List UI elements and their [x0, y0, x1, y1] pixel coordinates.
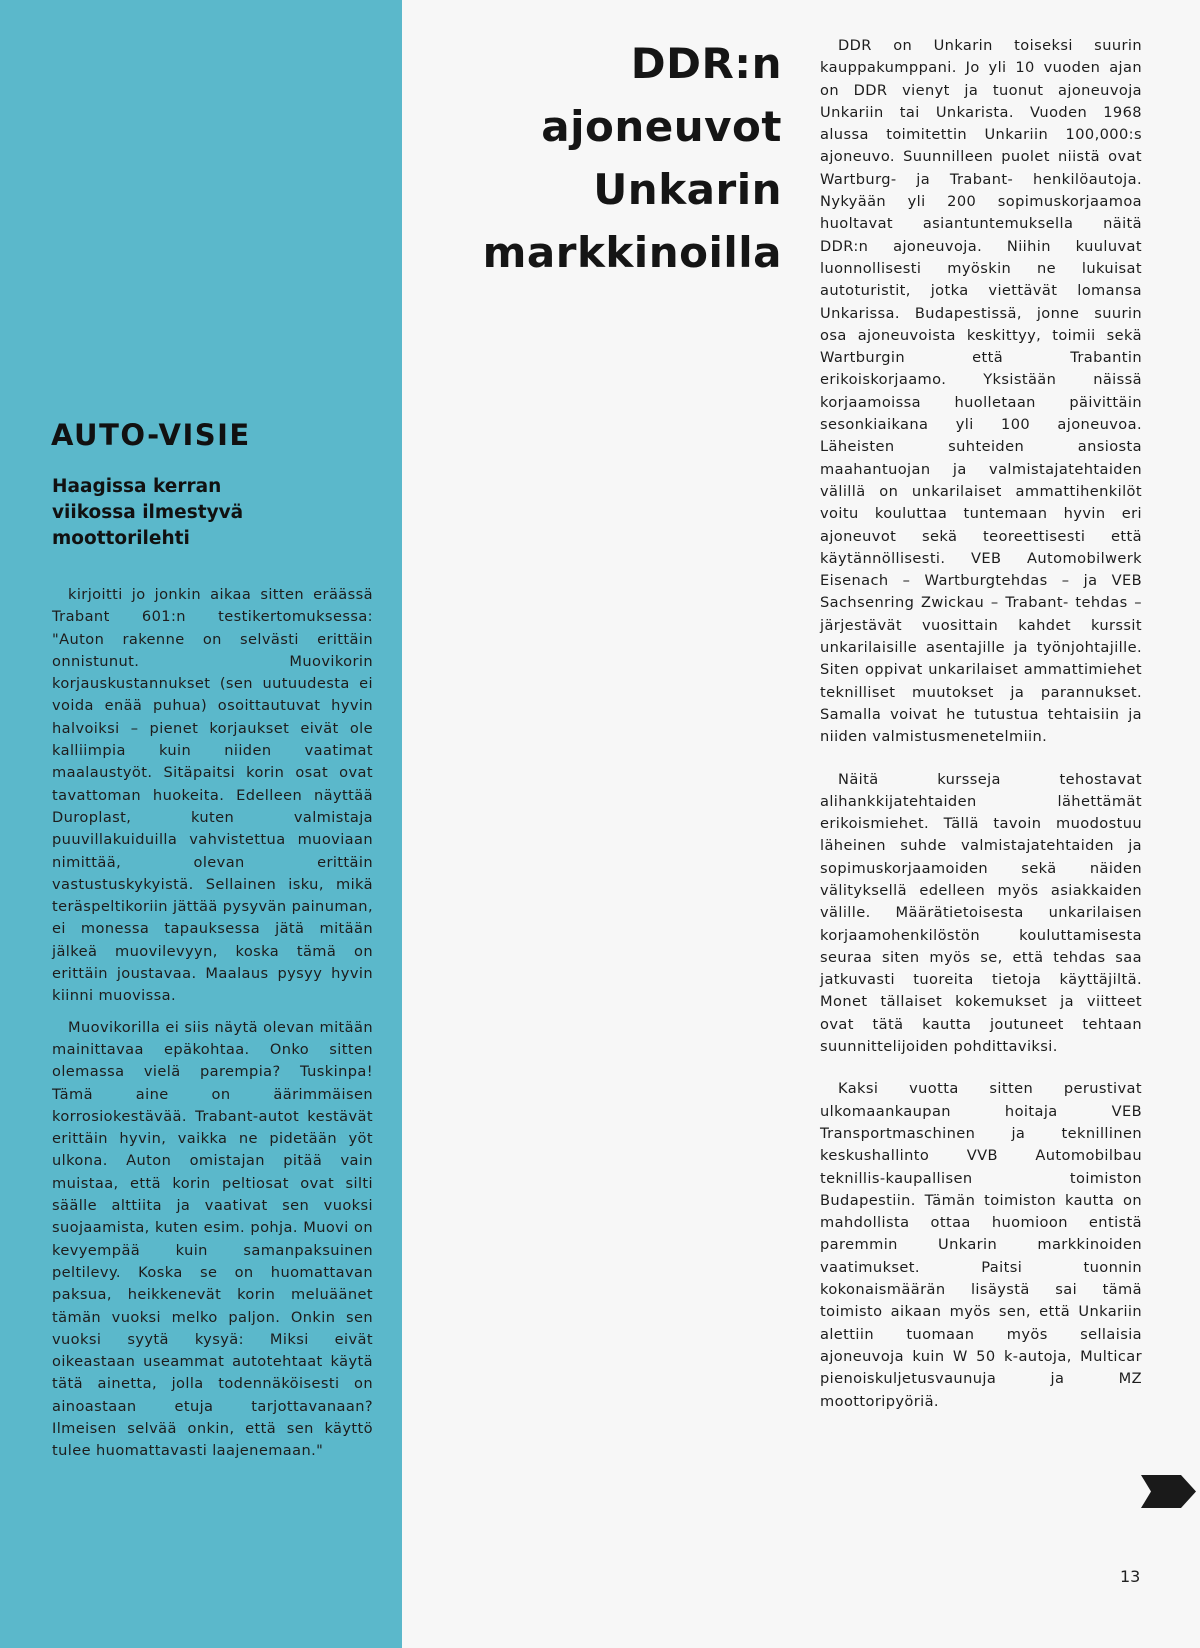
title-line: markkinoilla	[482, 228, 782, 277]
title-line: ajoneuvot	[541, 102, 782, 151]
article-title	[442, 32, 782, 284]
sidebar-body	[52, 584, 373, 1472]
article-paragraph: Kaksi vuotta sitten perustivat ulkomaankaupan hoitaja VEB Transportmaschinen ja teknillinen keskushallinto VVB Automobilbau teknillis-kaupallisen toimiston Budapestiin. Tämän toimiston kautta on mahdollista ottaa huomioon entistä paremmin Unkarin markkinoiden vaatimukset. Paitsi tuonnin kokonaismäärän lisäystä sai tämä toimisto aikaan myös sen, että Unkariin alettiin tuomaan myös sellaisia ajoneuvoja kuin W 50 k-autoja, Multicar pienoiskuljetusvaunuja ja MZ moottoripyöriä.	[820, 1080, 1142, 1410]
article-paragraph: Näitä kursseja tehostavat alihankkijatehtaiden lähettämät erikoismiehet. Tällä tavoin muodostuu läheinen suhde valmistajatehtaiden ja sopimuskorjaamoiden sekä näiden välityksellä edelleen myös asiakkaiden välille. Määrätietoisesta unkarilaisen korjaamohenkilöstön kouluttamisesta seuraa siten myös se, että tehdas saa jatkuvasti tuoreita tietoja käyttäjiltä. Monet tällaiset kokemukset ja viitteet ovat tätä kautta joutuneet tehtaan suunnittelijoiden pohdittaviksi.	[820, 770, 1142, 1056]
page-number: 13	[1120, 1567, 1141, 1586]
sidebar-heading: AUTO-VISIE	[51, 418, 251, 452]
title-line: Unkarin	[593, 165, 782, 214]
arrow-shape	[1141, 1475, 1196, 1508]
article-body	[820, 35, 1142, 1433]
sidebar-paragraph: kirjoitti jo jonkin aikaa sitten eräässä Trabant 601:n testikertomuksessa: "Auton rakenne on selvästi erittäin onnistunut. Muovikorin korjauskustannukset (sen uutuudesta ei voida enää puhua) osoittautuvat hyvin halvoiksi – pienet korjaukset eivät ole kalliimpia kuin niiden vaatimat maalaustyöt. Sitäpaitsi korin osat ovat tavattoman huokeita. Edelleen näyttää Duroplast, kuten valmistaja puuvillakuiduilla vahvistettua muoviaan nimittää, olevan erittäin vastustuskykyistä. Sellainen isku, mikä teräspeltikoriin jättää pysyvän painuman, ei monessa tapauksessa jätä mitään jälkeä muovilevyyn, koska tämä on erittäin joustavaa. Maalaus pysyy hyvin kiinni muovissa.	[52, 586, 373, 1005]
title-line: DDR:n	[630, 39, 782, 88]
sidebar-panel	[0, 0, 402, 1648]
sidebar-subheading: Haagissa kerran viikossa ilmestyvä moottorilehti	[52, 476, 244, 549]
next-page-arrow-icon[interactable]	[1141, 1475, 1196, 1508]
sidebar-paragraph: Muovikorilla ei siis näytä olevan mitään mainittavaa epäkohtaa. Onko sitten olemassa vielä parempia? Tuskinpa! Tämä aine on äärimmäisen korrosiokestävää. Trabant-autot kestävät erittäin hyvin, vaikka ne pidetään yöt ulkona. Auton omistajan pitää vain muistaa, että korin peltiosat ovat silti säälle alttiita ja vaativat sen vuoksi suojaamista, kuten esim. pohja. Muovi on kevyempää kuin samanpaksuinen peltilevy. Koska se on huomattavan paksua, heikkenevät korin meluäänet tämän vuoksi melko paljon. Onkin sen vuoksi syytä kysyä: Miksi eivät oikeastaan useammat autotehtaat käytä tätä ainetta, jolla todennäköisesti on ainoastaan etuja tarjottavanaan? Ilmeisen selvää onkin, että sen käyttö tulee huomattavasti laajenemaan."	[52, 1018, 373, 1460]
article-paragraph: DDR on Unkarin toiseksi suurin kauppakumppani. Jo yli 10 vuoden ajan on DDR vienyt ja tuonut ajoneuvoja Unkariin tai Unkarista. Vuoden 1968 alussa toimitettin Unkariin 100,000:s ajoneuvo. Suunnilleen puolet niistä ovat Wartburg- ja Trabant- henkilöautoja. Nykyään yli 200 sopimuskorjaamoa huoltavat asiantuntemuksella näitä DDR:n ajoneuvoja. Niihin kuuluvat luonnollisesti myöskin ne lukuisat autoturistit, jotka viettävät lomansa Unkarissa. Budapestissä, jonne suurin osa ajoneuvoista keskittyy, toimii sekä Wartburgin että Trabantin erikoiskorjaamo. Yksistään näissä korjaamoissa huolletaan päivittäin sesonkiaikana yli 100 ajoneuvoa. Läheisten suhteiden ansiosta maahantuojan ja valmistajatehtaiden välillä on unkarilaiset ammattihenkilöt voitu kouluttaa tuntemaan hyvin eri ajoneuvot sekä teoreettisesti että käytännöllisesti. VEB Automobilwerk Eisenach – Wartburgtehdas – ja VEB Sachsenring Zwickau – Trabant- tehdas – järjestävät vuosittain kahdet kurssit unkarilaisille asentajille ja työnjohtajille. Siten oppivat unkarilaiset ammattimiehet teknilliset muutokset ja parannukset. Samalla voivat he tutustua tehtaisiin ja niiden valmistusmenetelmiin.	[820, 37, 1142, 746]
